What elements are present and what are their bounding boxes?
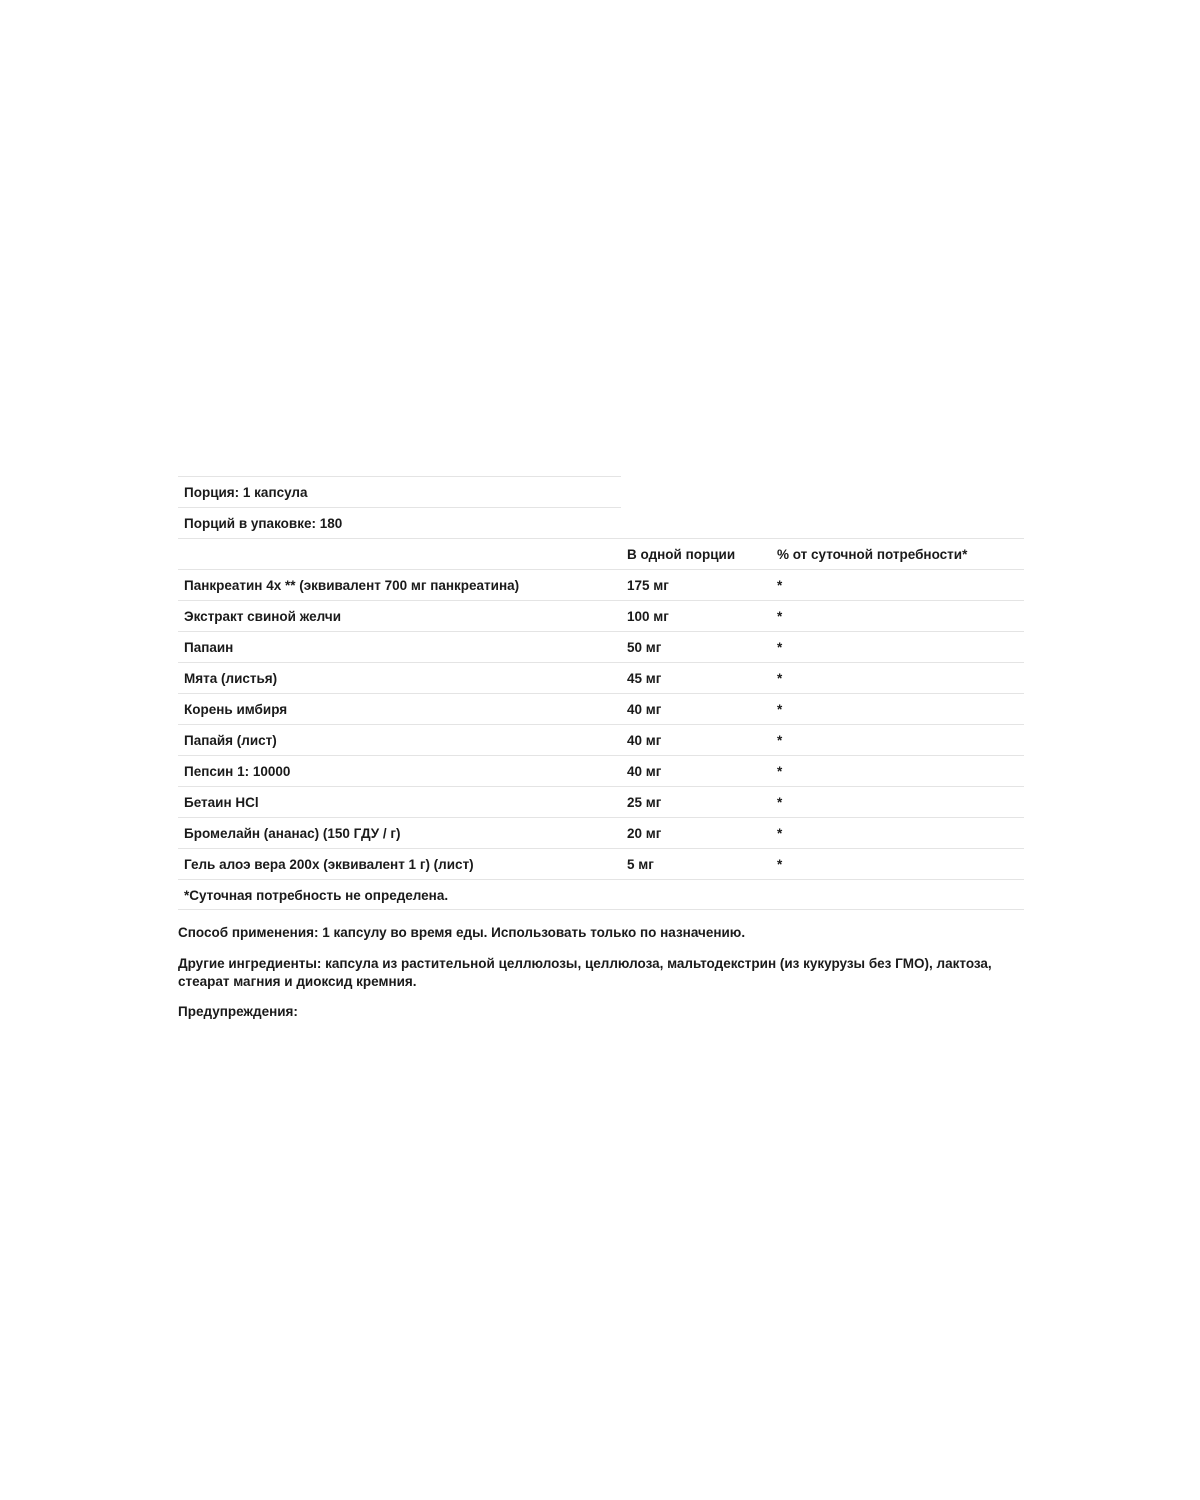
ingredient-name: Пепсин 1: 10000 [184,764,291,779]
daily-value-header: % от суточной потребности* [777,547,968,562]
footnote-row [178,879,1024,910]
table-row [178,569,1024,600]
ingredient-daily-value: * [777,609,783,624]
ingredient-amount: 45 мг [627,671,662,686]
ingredient-amount: 175 мг [627,578,669,593]
ingredient-daily-value: * [777,671,783,686]
ingredient-daily-value: * [777,795,783,810]
table-row [178,817,1024,848]
ingredient-name: Бетаин HCl [184,795,259,810]
ingredient-amount: 40 мг [627,702,662,717]
ingredient-name: Мята (листья) [184,671,278,686]
ingredient-amount: 100 мг [627,609,669,624]
product-notes [178,924,1024,1033]
ingredient-amount: 40 мг [627,733,662,748]
ingredient-name: Панкреатин 4x ** (эквивалент 700 мг панкреатина) [184,578,520,593]
table-row [178,755,1024,786]
ingredient-amount: 5 мг [627,857,654,872]
ingredient-daily-value: * [777,826,783,841]
table-row [178,848,1024,879]
ingredient-daily-value: * [777,764,783,779]
table-row [178,724,1024,755]
ingredient-name: Экстракт свиной желчи [184,609,342,624]
ingredient-daily-value: * [777,702,783,717]
ingredient-daily-value: * [777,578,783,593]
table-row [178,600,1024,631]
amount-header: В одной порции [627,547,736,562]
supplement-facts-table [178,476,1024,910]
daily-value-footnote: *Суточная потребность не определена. [184,888,449,903]
usage-instructions: Способ применения: 1 капсулу во время еды. Использовать только по назначению. [178,925,746,940]
ingredient-name: Папаин [184,640,234,655]
ingredient-daily-value: * [777,733,783,748]
table-row [178,786,1024,817]
ingredient-name: Корень имбиря [184,702,288,717]
ingredient-daily-value: * [777,857,783,872]
ingredient-daily-value: * [777,640,783,655]
ingredient-name: Гель алоэ вера 200x (эквивалент 1 г) (лист) [184,857,474,872]
warnings-heading: Предупреждения: [178,1004,298,1019]
other-ingredients: Другие ингредиенты: капсула из растительной целлюлозы, целлюлоза, мальтодекстрин (из кукурузы без ГМО), лактоза, стеарат магния и диоксид кремния. [178,956,992,989]
table-row [178,662,1024,693]
table-header-row [178,538,1024,569]
ingredient-amount: 25 мг [627,795,662,810]
serving-size: Порция: 1 капсула [184,485,308,500]
ingredient-amount: 50 мг [627,640,662,655]
table-row [178,631,1024,662]
ingredient-amount: 20 мг [627,826,662,841]
servings-per-container: Порций в упаковке: 180 [184,516,343,531]
ingredient-name: Бромелайн (ананас) (150 ГДУ / г) [184,826,401,841]
table-row [178,693,1024,724]
servings-per-container-row [178,507,621,538]
ingredient-name: Папайя (лист) [184,733,277,748]
serving-size-row [178,476,621,507]
ingredient-amount: 40 мг [627,764,662,779]
